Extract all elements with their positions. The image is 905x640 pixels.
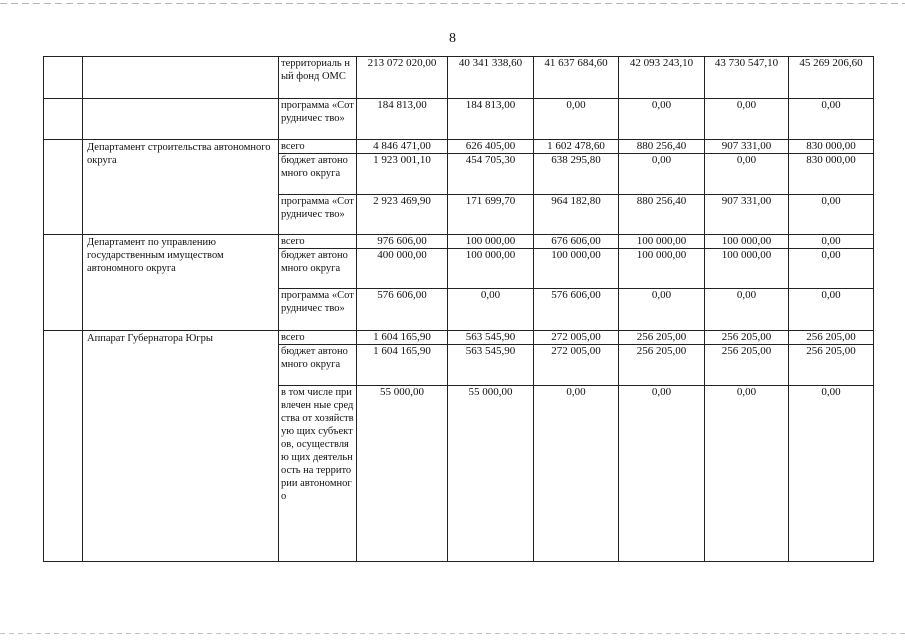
value-cell: 830 000,00 — [789, 140, 874, 154]
value-cell: 100 000,00 — [619, 249, 705, 289]
source-cell: программа «Сотрудничес тво» — [279, 289, 357, 331]
value-cell: 976 606,00 — [357, 235, 448, 249]
number-cell — [44, 235, 83, 331]
value-cell: 100 000,00 — [619, 235, 705, 249]
value-cell: 55 000,00 — [448, 386, 534, 562]
value-cell: 4 846 471,00 — [357, 140, 448, 154]
source-cell: всего — [279, 140, 357, 154]
value-cell: 256 205,00 — [705, 331, 789, 345]
value-cell: 563 545,90 — [448, 345, 534, 386]
value-cell: 907 331,00 — [705, 195, 789, 235]
value-cell: 0,00 — [789, 99, 874, 140]
department-name: Департамент строительства автономного округа — [83, 140, 279, 235]
value-cell: 43 730 547,10 — [705, 57, 789, 99]
value-cell: 0,00 — [705, 154, 789, 195]
number-cell — [44, 331, 83, 562]
table-row — [44, 57, 874, 99]
value-cell: 454 705,30 — [448, 154, 534, 195]
value-cell: 171 699,70 — [448, 195, 534, 235]
source-cell: бюджет автономного округа — [279, 345, 357, 386]
value-cell: 45 269 206,60 — [789, 57, 874, 99]
value-cell: 100 000,00 — [534, 249, 619, 289]
source-cell: всего — [279, 235, 357, 249]
source-cell: в том числе привлечен ные средства от хозяйствую щих субъектов, осуществляю щих деятельность на территории автономного — [279, 386, 357, 562]
value-cell: 0,00 — [789, 289, 874, 331]
value-cell: 1 604 165,90 — [357, 345, 448, 386]
value-cell: 256 205,00 — [619, 331, 705, 345]
table-row — [44, 235, 874, 249]
value-cell: 576 606,00 — [357, 289, 448, 331]
source-cell: бюджет автономного округа — [279, 249, 357, 289]
value-cell: 100 000,00 — [448, 235, 534, 249]
source-cell: программа «Сотрудничес тво» — [279, 99, 357, 140]
value-cell: 563 545,90 — [448, 331, 534, 345]
value-cell: 1 602 478,60 — [534, 140, 619, 154]
value-cell: 100 000,00 — [448, 249, 534, 289]
value-cell: 272 005,00 — [534, 345, 619, 386]
value-cell: 400 000,00 — [357, 249, 448, 289]
value-cell: 830 000,00 — [789, 154, 874, 195]
value-cell: 0,00 — [789, 249, 874, 289]
value-cell: 256 205,00 — [619, 345, 705, 386]
value-cell: 0,00 — [619, 154, 705, 195]
value-cell: 256 205,00 — [705, 345, 789, 386]
source-cell: бюджет автономного округа — [279, 154, 357, 195]
scan-edge-bottom — [0, 633, 905, 634]
value-cell: 272 005,00 — [534, 331, 619, 345]
value-cell: 1 604 165,90 — [357, 331, 448, 345]
value-cell: 0,00 — [789, 235, 874, 249]
value-cell: 55 000,00 — [357, 386, 448, 562]
number-cell — [44, 140, 83, 235]
financing-table — [43, 56, 874, 562]
value-cell: 42 093 243,10 — [619, 57, 705, 99]
department-name: Аппарат Губернатора Югры — [83, 331, 279, 562]
value-cell: 638 295,80 — [534, 154, 619, 195]
value-cell: 184 813,00 — [357, 99, 448, 140]
value-cell: 100 000,00 — [705, 235, 789, 249]
value-cell: 0,00 — [448, 289, 534, 331]
department-cell — [83, 99, 279, 140]
value-cell: 880 256,40 — [619, 195, 705, 235]
source-cell: программа «Сотрудничес тво» — [279, 195, 357, 235]
value-cell: 676 606,00 — [534, 235, 619, 249]
table-row — [44, 99, 874, 140]
value-cell: 100 000,00 — [705, 249, 789, 289]
value-cell: 0,00 — [619, 386, 705, 562]
value-cell: 0,00 — [705, 99, 789, 140]
table-row — [44, 331, 874, 345]
value-cell: 0,00 — [534, 386, 619, 562]
number-cell — [44, 99, 83, 140]
table-row — [44, 140, 874, 154]
value-cell: 0,00 — [619, 289, 705, 331]
value-cell: 0,00 — [705, 289, 789, 331]
source-cell: территориаль ный фонд ОМС — [279, 57, 357, 99]
department-name: Департамент по управлению государственным имуществом автономного округа — [83, 235, 279, 331]
value-cell: 2 923 469,90 — [357, 195, 448, 235]
value-cell: 907 331,00 — [705, 140, 789, 154]
value-cell: 0,00 — [534, 99, 619, 140]
value-cell: 626 405,00 — [448, 140, 534, 154]
scan-edge-top — [0, 3, 905, 4]
value-cell: 0,00 — [789, 195, 874, 235]
value-cell: 256 205,00 — [789, 331, 874, 345]
value-cell: 0,00 — [789, 386, 874, 562]
value-cell: 184 813,00 — [448, 99, 534, 140]
value-cell: 576 606,00 — [534, 289, 619, 331]
number-cell — [44, 57, 83, 99]
page-number: 8 — [449, 31, 456, 46]
value-cell: 880 256,40 — [619, 140, 705, 154]
value-cell: 0,00 — [619, 99, 705, 140]
value-cell: 41 637 684,60 — [534, 57, 619, 99]
value-cell: 1 923 001,10 — [357, 154, 448, 195]
source-cell: всего — [279, 331, 357, 345]
value-cell: 256 205,00 — [789, 345, 874, 386]
value-cell: 40 341 338,60 — [448, 57, 534, 99]
value-cell: 964 182,80 — [534, 195, 619, 235]
value-cell: 213 072 020,00 — [357, 57, 448, 99]
value-cell: 0,00 — [705, 386, 789, 562]
department-cell — [83, 57, 279, 99]
